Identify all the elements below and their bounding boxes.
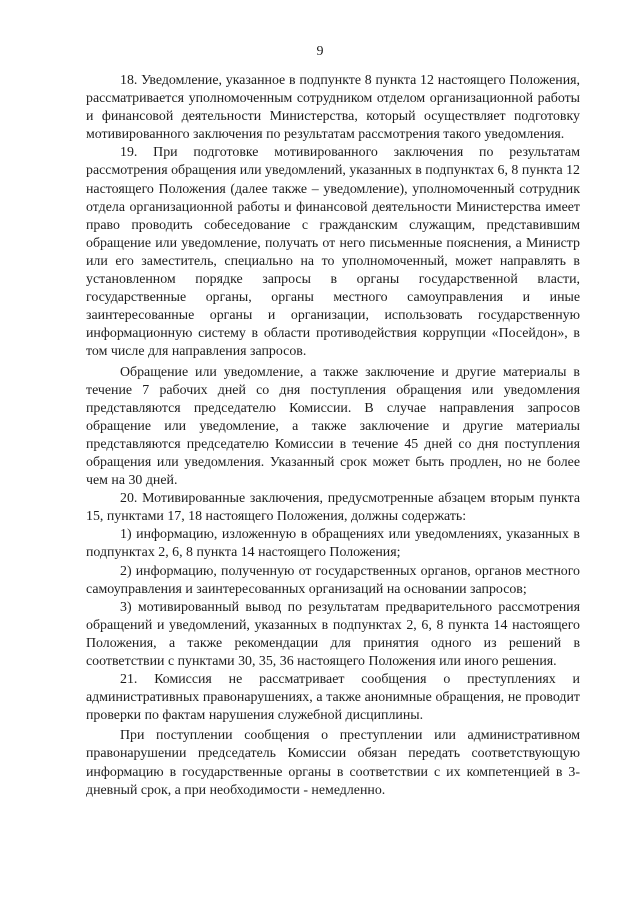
paragraph-21-continuation: При поступлении сообщения о преступлении или административном правонарушении председатель Комиссии обязан передать соответствующую информацию в государственные органы в соответствии с их компетенцией в 3-дневный срок, а при необходимости - немедленно. bbox=[86, 728, 580, 798]
page-body bbox=[86, 72, 580, 800]
page-number: 9 bbox=[316, 44, 324, 59]
list-item-2: 2) информацию, полученную от государственных органов, органов местного самоуправления и заинтересованных организаций на основании запросов; bbox=[86, 563, 580, 597]
paragraph-19: 19. При подготовке мотивированного заключения по результатам рассмотрения обращения или уведомлений, указанных в подпунктах 6, 8 пункта 12 настоящего Положения (далее также – уведомление), уполномоченный сотрудник отдела организационной работы и финансовой деятельности Министерства имеет право проводить собеседование с гражданским служащим, представившим обращение или уведомление, получать от него письменные пояснения, а Министр или его заместитель, специально на то уполномоченный, может направлять в установленном порядке запросы в органы государственной власти, государственные органы, органы местного самоуправления и иные заинтересованные органы и организации, использовать государственную информационную систему в области противодействия коррупции «Посейдон», в том числе для направления запросов. bbox=[86, 145, 580, 360]
list-item-3: 3) мотивированный вывод по результатам предварительного рассмотрения обращений и уведомлений, указанных в подпунктах 2, 6, 8 пункта 14 настоящего Положения, а также рекомендации для принятия одного из решений в соответствии с пунктами 30, 35, 36 настоящего Положения или иного решения. bbox=[86, 599, 580, 669]
list-item-1: 1) информацию, изложенную в обращениях или уведомлениях, указанных в подпунктах 2, 6, 8 пункта 14 настоящего Положения; bbox=[86, 527, 580, 561]
paragraph-21: 21. Комиссия не рассматривает сообщения о преступлениях и административных правонарушениях, а также анонимные обращения, не проводит проверки по фактам нарушения служебной дисциплины. bbox=[86, 672, 580, 724]
paragraph-20: 20. Мотивированные заключения, предусмотренные абзацем вторым пункта 15, пунктами 17, 18 настоящего Положения, должны содержать: bbox=[86, 491, 580, 525]
paragraph-19-continuation: Обращение или уведомление, а также заключение и другие материалы в течение 7 рабочих дней со дня поступления обращения или уведомления представляются председателю Комиссии. В случае направления запросов обращение или уведомление, а также заключение и другие материалы представляются председателю Комиссии в течение 45 дней со дня поступления обращения или уведомления. Указанный срок может быть продлен, но не более чем на 30 дней. bbox=[86, 364, 580, 489]
paragraph-18: 18. Уведомление, указанное в подпункте 8 пункта 12 настоящего Положения, рассматривается уполномоченным сотрудником отделом организационной работы и финансовой деятельности Министерства, который осуществляет подготовку мотивированного заключения по результатам рассмотрения такого уведомления. bbox=[86, 73, 580, 143]
